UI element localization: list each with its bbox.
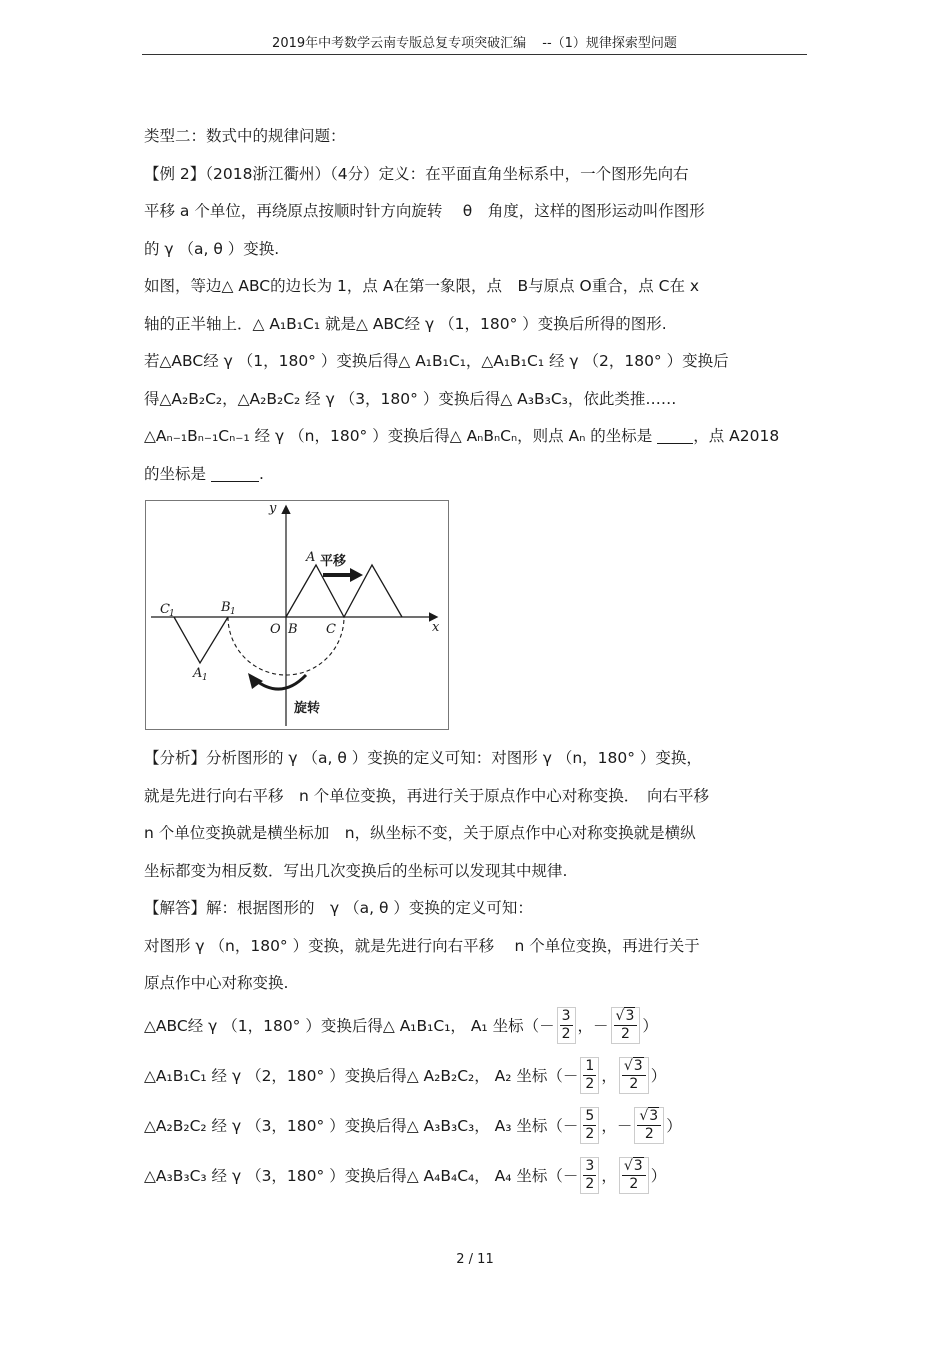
sqrt-symbol: √: [615, 1007, 625, 1024]
label-A: A: [306, 550, 316, 565]
coordinate-figure: [145, 500, 449, 730]
frac-den: 2: [629, 1075, 639, 1092]
label-O: O: [270, 622, 281, 637]
rotate-arrow: [254, 675, 306, 689]
rotate-arrowhead: [248, 673, 263, 689]
solution-text: △A₃B₃C₃ 经 γ （3，180° ）变换后得△ A₄B₄C₄， A₄ 坐标（－: [144, 1167, 579, 1185]
frac-den: 2: [585, 1125, 595, 1142]
close-paren: ）: [642, 1017, 658, 1035]
radicand: 3: [633, 1057, 643, 1074]
section-heading: 类型二：数式中的规律问题：: [144, 127, 346, 145]
answer-blank-1: [657, 429, 693, 444]
frac-den: 2: [585, 1175, 595, 1192]
frac-num: [637, 1108, 661, 1126]
frac-num: [622, 1158, 646, 1176]
frac-num: 1: [585, 1057, 595, 1074]
frac-den: 2: [561, 1025, 571, 1042]
sqrt-symbol: √: [623, 1057, 633, 1074]
frac-num: 3: [561, 1007, 571, 1024]
text-line: 如图，等边△ ABC的边长为 1，点 A在第一象限，点 B与原点 O重合，点 C在 x: [144, 277, 700, 295]
label-B: B: [288, 622, 298, 637]
radicand: 3: [625, 1007, 635, 1024]
solution-text: △A₂B₂C₂ 经 γ （3，180° ）变换后得△ A₃B₃C₃， A₃ 坐标（－: [144, 1117, 579, 1135]
question-text-2: ，点 A2018: [693, 427, 780, 445]
answer-line: 【解答】解：根据图形的 γ （a, θ ）变换的定义可知：: [144, 899, 533, 917]
solution-row: [144, 1153, 666, 1197]
text-line: 若△ABC经 γ （1，180° ）变换后得△ A₁B₁C₁，△A₁B₁C₁ 经 γ （2，180° ）变换后: [144, 352, 729, 370]
analysis-line: 【分析】分析图形的 γ （a, θ ）变换的定义可知：对图形 γ （n，180° ）变换，: [144, 749, 702, 767]
y-label: y: [269, 501, 277, 516]
header-subtitle: --（1）规律探索型问题: [542, 36, 677, 51]
frac-num: [622, 1058, 646, 1076]
text-line: 轴的正半轴上．△ A₁B₁C₁ 就是△ ABC经 γ （1，180° ）变换后所得的图形.: [144, 314, 667, 333]
radicand: 3: [633, 1157, 643, 1174]
text-line: 的 γ （a, θ ）变换.: [144, 239, 280, 258]
sqrt-symbol: √: [623, 1157, 633, 1174]
frac-den: 2: [644, 1125, 654, 1142]
solution-row: [144, 1003, 658, 1047]
triangle-path: [286, 565, 402, 617]
radicand: 3: [649, 1107, 659, 1124]
answer-blank-2: [211, 467, 259, 482]
fraction-x: [580, 1057, 599, 1094]
frac-den: 2: [620, 1025, 630, 1042]
label-C1: C: [160, 602, 170, 617]
example-line: 【例 2】（2018浙江衢州）（4分）定义：在平面直角坐标系中，一个图形先向右: [144, 164, 689, 183]
answer-line: 对图形 γ （n，180° ）变换，就是先进行向右平移 n 个单位变换，再进行关于: [144, 936, 700, 955]
question-line-2: [144, 456, 814, 494]
header-title: 2019年中考数学云南专版总复专项突破汇编: [272, 36, 527, 51]
x-label: x: [432, 620, 440, 635]
solution-text: △A₁B₁C₁ 经 γ （2，180° ）变换后得△ A₂B₂C₂， A₂ 坐标（－: [144, 1067, 579, 1085]
page-number: 2 / 11: [456, 1252, 494, 1267]
solution-row: [144, 1053, 666, 1097]
close-paren: ）: [650, 1167, 667, 1185]
frac-num: 3: [585, 1157, 595, 1174]
frac-den: 2: [629, 1175, 639, 1192]
fraction-y: [619, 1157, 649, 1194]
fraction-y: [611, 1007, 641, 1044]
question-text-3: 的坐标是: [144, 464, 207, 483]
label-C1-sub: 1: [169, 609, 175, 619]
figure-svg: [146, 501, 448, 729]
label-C: C: [326, 622, 336, 637]
question-line: [144, 418, 814, 456]
separator: ，: [601, 1067, 617, 1085]
fraction-y: [634, 1107, 664, 1144]
fraction-x: [580, 1107, 599, 1144]
separator: ，－: [601, 1117, 633, 1135]
frac-den: 2: [585, 1075, 595, 1092]
separator: ，: [601, 1167, 617, 1185]
label-xuanzhuan: 旋转: [294, 701, 321, 716]
separator: ，－: [577, 1017, 609, 1035]
text-line: 得△A₂B₂C₂，△A₂B₂C₂ 经 γ （3，180° ）变换后得△ A₃B₃C₃，依此类推……: [144, 389, 677, 408]
frac-num: 5: [585, 1107, 595, 1124]
question-end: .: [258, 464, 264, 483]
label-B1: B: [221, 600, 231, 615]
solution-text: △ABC经 γ （1，180° ）变换后得△ A₁B₁C₁， A₁ 坐标（－: [144, 1017, 555, 1035]
analysis-line: n 个单位变换就是横坐标加 n，纵坐标不变，关于原点作中心对称变换就是横纵: [144, 824, 696, 842]
label-B1-sub: 1: [230, 607, 236, 617]
fraction-y: [619, 1057, 649, 1094]
analysis-line: 坐标都变为相反数．写出几次变换后的坐标可以发现其中规律.: [144, 861, 568, 880]
frac-num: [614, 1008, 638, 1026]
page-header: [142, 34, 807, 55]
translate-arrowhead: [350, 568, 363, 582]
question-text: △Aₙ₋₁Bₙ₋₁Cₙ₋₁ 经 γ （n，180° ）变换后得△ AₙBₙCₙ，则点 Aₙ 的坐标是: [144, 427, 653, 445]
close-paren: ）: [666, 1117, 682, 1135]
triangle-a1b1c1: [174, 617, 228, 663]
answer-line: 原点作中心对称变换.: [144, 974, 289, 992]
analysis-line: 就是先进行向右平移 n 个单位变换，再进行关于原点作中心对称变换． 向右平移: [144, 786, 710, 805]
fraction-x: [580, 1157, 599, 1194]
solution-row: [144, 1103, 682, 1147]
text-line: 平移 a 个单位，再绕原点按顺时针方向旋转 θ 角度，这样的图形运动叫作图形: [144, 202, 705, 220]
label-pingyi: 平移: [320, 554, 347, 569]
close-paren: ）: [650, 1067, 667, 1085]
sqrt-symbol: √: [639, 1107, 649, 1124]
fraction-x: [557, 1007, 576, 1044]
label-A1: A: [193, 666, 203, 681]
label-A1-sub: 1: [202, 673, 208, 683]
analysis-text: [144, 740, 814, 1003]
problem-text: [144, 118, 814, 493]
